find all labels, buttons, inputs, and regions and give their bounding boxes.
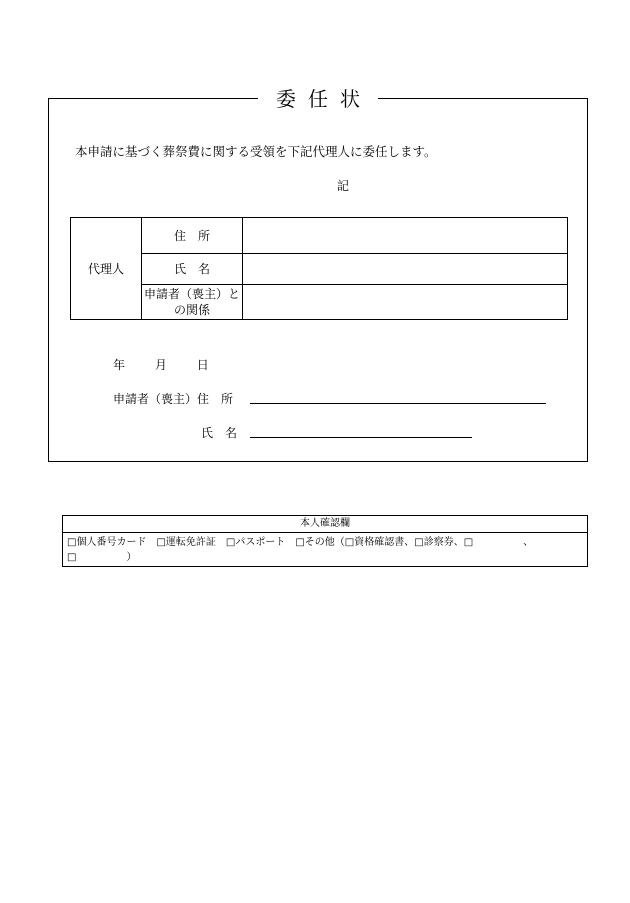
agent-label: 代理人: [71, 218, 142, 320]
day-label: 日: [196, 358, 209, 372]
agent-relation-field[interactable]: [243, 285, 568, 320]
applicant-name-line[interactable]: [250, 437, 472, 438]
id-check-options-line1: □個人番号カード □運転免許証 □パスポート □その他（□資格確認書、□診察券、□ 、: [67, 537, 534, 548]
agent-relation-label: [142, 285, 243, 320]
relation-label-line1: 申請者（喪主）と: [143, 287, 240, 301]
agent-address-label: 住 所: [142, 218, 243, 254]
agent-name-field[interactable]: [243, 254, 568, 285]
month-label: 月: [154, 358, 167, 372]
agent-address-field[interactable]: [243, 218, 568, 254]
year-label: 年: [113, 358, 126, 372]
applicant-name-label: 氏 名: [201, 426, 238, 440]
delegation-statement: 本申請に基づく葬祭費に関する受領を下記代理人に委任します。: [75, 144, 437, 159]
ki-marker: 記: [337, 179, 350, 193]
agent-table: [70, 217, 568, 320]
relation-label-line2: の関係: [173, 303, 210, 317]
applicant-address-label: 申請者（喪主）住 所: [113, 392, 234, 406]
page-title: 委任状: [258, 86, 378, 112]
applicant-address-line[interactable]: [250, 403, 546, 404]
id-check-options-line2: □ ）: [67, 552, 137, 563]
date-line: [113, 356, 235, 373]
agent-name-label: 氏 名: [142, 254, 243, 285]
id-check-box: [62, 515, 588, 567]
id-check-header: 本人確認欄: [63, 516, 587, 533]
id-check-body: [63, 533, 587, 567]
